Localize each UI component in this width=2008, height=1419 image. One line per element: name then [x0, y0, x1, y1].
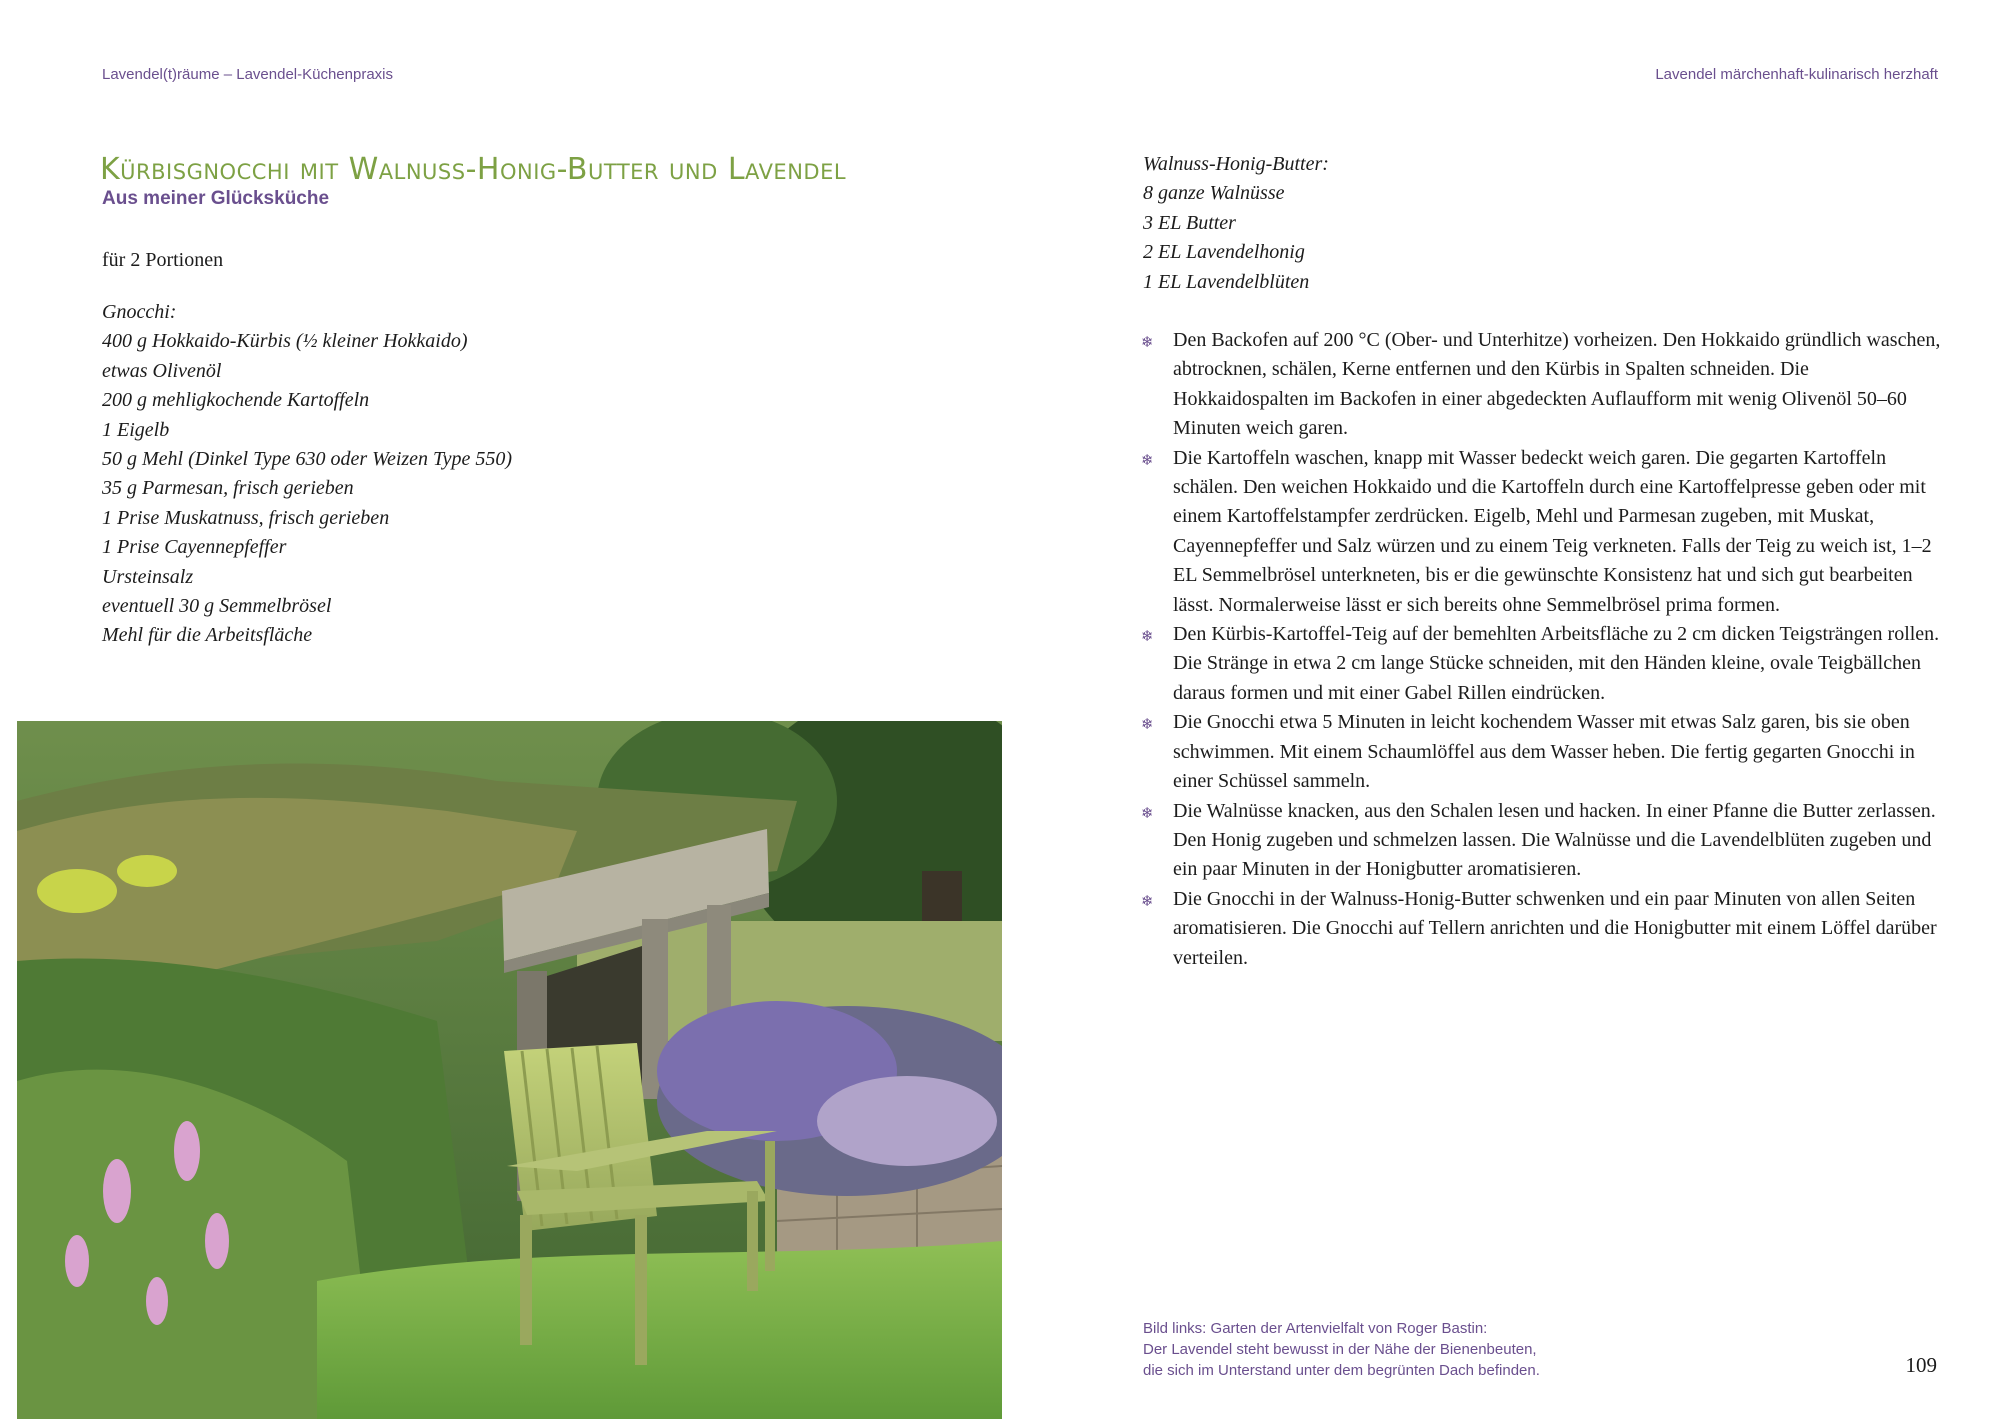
ingredient-item: 50 g Mehl (Dinkel Type 630 oder Weizen Type 550) — [102, 448, 513, 471]
caption-line: Bild links: Garten der Artenvielfalt von Roger Bastin: — [1143, 1320, 1488, 1337]
ingredient-item: 1 Prise Muskatnuss, frisch gerieben — [102, 506, 390, 529]
butter-ingredients — [1143, 150, 1329, 297]
step-item — [1141, 885, 1941, 973]
ingredient-item: Mehl für die Arbeitsfläche — [102, 624, 313, 647]
ingredient-item: 8 ganze Walnüsse — [1143, 182, 1285, 205]
step-item — [1141, 797, 1941, 885]
step-text: Die Gnocchi in der Walnuss-Honig-Butter schwenken und ein paar Minuten von allen Seiten aromatisieren. Die Gnocchi auf Tellern anrichten und die Honigbutter mit einem Löffel darüber verteilen. — [1173, 887, 1937, 969]
step-item — [1141, 620, 1941, 708]
snowflake-icon: ❄ — [1141, 803, 1154, 822]
step-text: Die Kartoffeln waschen, knapp mit Wasser bedeckt weich garen. Die gegarten Kartoffeln schälen. Den weichen Hokkaido und die Kartoffeln durch eine Kartoffelpresse geben oder mit einem Kartoffelstampfer zerdrücken. Eigelb, Mehl und Parmesan zugeben, mit Muskat, Cayennepfeffer und Salz würzen und zu einem Teig verkneten. Falls der Teig zu weich ist, 1–2 EL Semmelbrösel unterkneten, bis er die gewünschte Konsistenz hat und sich gut bearbeiten lässt. Normalerweise lässt er sich bereits ohne Semmelbrösel prima formen. — [1173, 446, 1932, 616]
ingredient-item: 3 EL Butter — [1143, 211, 1236, 234]
butter-ingredient-list — [1143, 179, 1329, 297]
ingredient-item: 200 g mehligkochende Kartoffeln — [102, 389, 370, 412]
caption-line: die sich im Unterstand unter dem begrünten Dach befinden. — [1143, 1362, 1540, 1379]
ingredient-item: 400 g Hokkaido-Kürbis (½ kleiner Hokkaido) — [102, 330, 468, 353]
ingredient-item: 2 EL Lavendelhonig — [1143, 241, 1305, 264]
servings: für 2 Portionen — [102, 249, 224, 271]
running-head-left: Lavendel(t)räume – Lavendel-Küchenpraxis — [102, 66, 394, 83]
snowflake-icon: ❄ — [1141, 891, 1154, 910]
gnocchi-ingredient-list — [102, 327, 512, 650]
snowflake-icon: ❄ — [1141, 333, 1154, 351]
running-head-right: Lavendel märchenhaft-kulinarisch herzhaft — [1655, 66, 1938, 83]
garden-photo — [17, 721, 1002, 1419]
ingredient-item: Ursteinsalz — [102, 565, 194, 588]
snowflake-icon: ❄ — [1141, 715, 1154, 734]
photo-caption — [1143, 1318, 1540, 1381]
step-text: Den Kürbis-Kartoffel-Teig auf der bemehlten Arbeitsfläche zu 2 cm dicken Teigsträngen rollen. Die Stränge in etwa 2 cm lange Stücke schneiden, mit den Händen kleine, ovale Teigbällchen daraus formen und mit einer Gabel Rillen eindrücken. — [1173, 623, 1940, 704]
butter-heading: Walnuss-Honig-Butter: — [1143, 153, 1329, 175]
step-item — [1141, 708, 1941, 796]
ingredient-item: 1 Prise Cayennepfeffer — [102, 536, 287, 559]
recipe-subtitle: Aus meiner Glücksküche — [102, 188, 330, 209]
gnocchi-ingredients — [102, 298, 512, 651]
ingredient-item: etwas Olivenöl — [102, 359, 222, 382]
ingredient-item: 1 EL Lavendelblüten — [1143, 270, 1310, 293]
ingredient-item: eventuell 30 g Semmelbrösel — [102, 595, 332, 618]
recipe-steps — [1141, 326, 1941, 973]
recipe-title: Kürbisgnocchi mit Walnuss-Honig-Butter und Lavendel — [100, 152, 847, 188]
ingredient-item: 35 g Parmesan, frisch gerieben — [102, 477, 354, 500]
ingredient-item: 1 Eigelb — [102, 418, 170, 441]
page-number: 109 — [1905, 1353, 1937, 1377]
step-item — [1141, 326, 1941, 444]
snowflake-icon: ❄ — [1141, 450, 1154, 469]
caption-line: Der Lavendel steht bewusst in der Nähe der Bienenbeuten, — [1143, 1341, 1537, 1358]
snowflake-icon: ❄ — [1141, 627, 1154, 646]
gnocchi-heading: Gnocchi: — [102, 301, 177, 323]
step-text: Die Gnocchi etwa 5 Minuten in leicht kochendem Wasser mit etwas Salz garen, bis sie oben schwimmen. Mit einem Schaumlöffel aus dem Wasser heben. Die fertig gegarten Gnocchi in einer Schüssel sammeln. — [1173, 711, 1915, 793]
step-text: Die Walnüsse knacken, aus den Schalen lesen und hacken. In einer Pfanne die Butter zerlassen. Den Honig zugeben und schmelzen lassen. Die Walnüsse und die Lavendelblüten zugeben und ein paar Minuten in der Honigbutter aromatisieren. — [1173, 799, 1936, 881]
step-item — [1141, 444, 1941, 620]
step-text: Den Backofen auf 200 °C (Ober- und Unterhitze) vorheizen. Den Hokkaido gründlich waschen, abtrocknen, schälen, Kerne entfernen und den Kürbis in Spalten schneiden. Die Hokkaidospalten im Backofen in einer abgedeckten Auflaufform mit wenig Olivenöl 50–60 Minuten weich garen. — [1173, 329, 1941, 440]
